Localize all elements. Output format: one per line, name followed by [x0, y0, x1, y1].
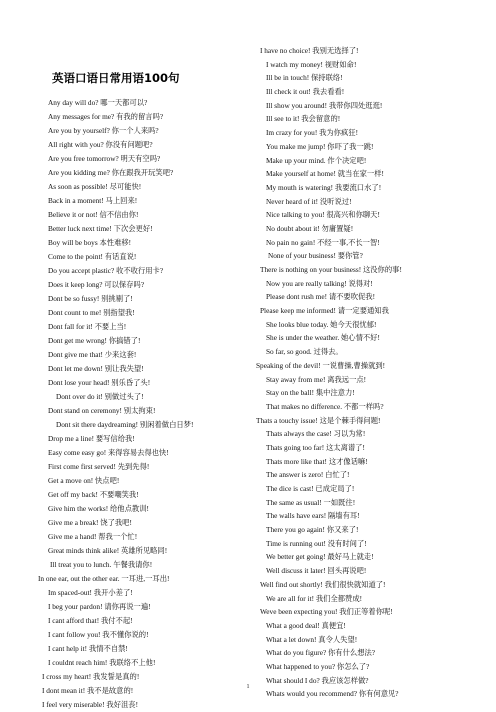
phrase-line: Give him the works! 给他点教训! — [48, 504, 149, 513]
right-column — [256, 44, 492, 701]
document-title: 英语口语日常用语100句 — [52, 71, 180, 85]
phrase-line: Please dont rush me! 请不要吹促我! — [266, 292, 376, 302]
phrase-line: Any messages for me? 有我的留言吗? — [48, 112, 164, 121]
phrase-line: Dont count to me! 别指望我! — [48, 308, 135, 317]
phrase-line: Get off my back! 不要嘲笑我! — [48, 490, 139, 499]
phrase-line: I watch my money! 视财如命! — [266, 59, 357, 69]
phrase-line: Any day will do? 哪一天都可以? — [48, 98, 148, 107]
phrase-line: Are you kidding me? 你在跟我开玩笑吧? — [48, 168, 174, 177]
phrase-line: I feel very miserable! 我好沮丧! — [42, 700, 139, 709]
phrase-line: She is under the weather. 她心情不好! — [266, 333, 380, 343]
phrase-line: None of your business! 要你管? — [268, 251, 363, 261]
phrase-line: We better get going! 最好马上就走! — [266, 552, 374, 562]
phrase-line: Dont get me wrong! 你搞错了! — [48, 336, 141, 345]
phrase-line: There is nothing on your business! 这没你的事! — [260, 265, 402, 274]
phrase-line: What should I do? 我应该怎样做? — [266, 675, 369, 685]
phrase-line: Ill be in touch! 保持联络! — [266, 73, 343, 83]
phrase-line: Does it keep long? 可以保存吗? — [48, 280, 145, 289]
phrase-line: Thats more like that! 这才像话嘛! — [266, 456, 368, 466]
phrase-line: Weve been expecting you! 我们正等着你呢! — [260, 607, 393, 617]
phrase-line: Now you are really talking! 说得对! — [266, 278, 373, 288]
phrase-line: Dont stand on ceremony! 别太拘束! — [48, 406, 156, 415]
phrase-line: Time is running out! 没有时间了! — [266, 538, 367, 548]
phrase-line: Dont over do it! 别做过头了! — [56, 392, 144, 401]
phrase-line: Well find out shortly! 我们很快就知道了! — [260, 579, 386, 589]
phrase-line: Thats a touchy issue! 这是个棘手得问题! — [256, 415, 381, 425]
phrase-line: I dont mean it! 我不是故意的! — [42, 686, 134, 695]
left-column — [38, 96, 248, 712]
phrase-line: There you go again! 你又来了! — [266, 525, 359, 535]
phrase-line: The dice is cast! 已成定局了! — [266, 484, 355, 493]
phrase-line: Im crazy for you! 我为你疯狂! — [266, 128, 358, 138]
phrase-line: In one ear, out the other ear. 一耳进,一耳出! — [38, 574, 170, 583]
phrase-line: First come first served! 先到先得! — [48, 462, 150, 471]
phrase-line: Get a move on! 快点吧! — [48, 476, 120, 485]
phrase-line: She looks blue today. 她今天很忧郁! — [266, 319, 377, 329]
phrase-line: I couldnt reach him! 我联络不上他! — [48, 658, 156, 667]
phrase-line: Whats would you recommend? 你有何意见? — [266, 689, 399, 699]
phrase-line: What a good deal! 真便宜! — [266, 620, 346, 630]
phrase-line: Give me a hand! 帮我一个忙! — [48, 532, 138, 541]
phrase-line: Better luck next time! 下次会更好! — [48, 224, 153, 233]
phrase-line: The same as usual! 一如既往! — [266, 497, 356, 507]
phrase-line: Easy come easy go! 来得容易去得也快! — [48, 448, 169, 457]
phrase-line: Thats always the case! 习以为常! — [266, 429, 366, 439]
phrase-line: Are you by yourself? 你一个人来吗? — [48, 126, 159, 135]
phrase-line: I cant follow you! 我不懂你说的! — [48, 630, 149, 639]
phrase-line: So far, so good. 过得去。 — [266, 347, 343, 357]
phrase-line: I cant help it! 我情不自禁! — [48, 644, 128, 653]
phrase-line: Thats going too far! 这太离谱了! — [266, 442, 365, 452]
phrase-line: What happened to you? 你怎么了? — [266, 661, 370, 671]
phrase-line: I cross my heart! 我发誓是真的! — [42, 672, 140, 681]
phrase-line: That makes no difference. 不都一样吗? — [266, 401, 384, 411]
phrase-line: Boy will be boys 本性难移! — [48, 238, 132, 247]
phrase-line: I have no choice! 我别无选择了! — [260, 46, 359, 55]
phrase-line: Great minds think alike! 英雄所见略同! — [48, 546, 168, 555]
phrase-line: Please keep me informed! 请一定要通知我 — [260, 306, 389, 316]
phrase-line: Stay on the ball! 集中注意力! — [266, 388, 355, 398]
phrase-line: Speaking of the devil! 一说曹操,曹操就到! — [256, 360, 386, 370]
phrase-line: Ill show you around! 我带你四处逛逛! — [266, 100, 383, 110]
phrase-line: My mouth is watering! 我要流口水了! — [266, 182, 382, 192]
phrase-line: Nice talking to you! 很高兴和你聊天! — [266, 210, 380, 220]
phrase-line: Dont fall for it! 不要上当! — [48, 322, 127, 331]
phrase-line: Ill treat you to lunch. 午餐我请你! — [50, 560, 153, 569]
phrase-line: Dont sit there daydreaming! 别闲着做白日梦! — [56, 420, 194, 429]
phrase-line: Dont let me down! 别让我失望! — [48, 364, 144, 373]
phrase-line: Dont be so fussy! 别挑剔了! — [48, 294, 133, 303]
phrase-line: The walls have ears! 隔墙有耳! — [266, 511, 360, 521]
phrase-line: As soon as possible! 尽可能快! — [48, 182, 142, 191]
phrase-line: Back in a moment! 马上回来! — [48, 196, 138, 205]
phrase-line: I beg your pardon! 请你再说一遍! — [48, 602, 151, 611]
phrase-line: Believe it or not! 信不信由你! — [48, 210, 139, 219]
phrase-line: Im spaced-out! 我开小差了! — [48, 588, 133, 597]
phrase-line: Make up your mind. 作个决定吧! — [266, 155, 367, 165]
phrase-line: What a let down! 真令人失望! — [266, 634, 358, 644]
phrase-line: Dont lose your head! 别乐昏了头! — [48, 378, 151, 387]
phrase-line: Make yourself at home! 就当在家一样! — [266, 169, 384, 179]
phrase-line: All right with you? 你没有问题吧? — [48, 140, 153, 149]
phrase-line: Do you accept plastic? 收不收行用卡? — [48, 266, 164, 275]
page-number: 1 — [246, 684, 250, 690]
phrase-line: No doubt about it! 勿庸置疑! — [266, 223, 354, 233]
phrase-line: No pain no gain! 不经一事,不长一智! — [266, 237, 380, 247]
phrase-line: We are all for it! 我们全都赞成! — [266, 593, 363, 603]
phrase-line: Give me a break! 饶了我吧! — [48, 518, 132, 527]
phrase-line: Ill see to it! 我会留意的! — [266, 114, 341, 124]
phrase-line: What do you figure? 你有什么想法? — [266, 648, 376, 658]
phrase-line: Ill check it out! 我去看看! — [266, 87, 345, 97]
phrase-line: Are you free tomorrow? 明天有空吗? — [48, 154, 161, 163]
phrase-line: Never heard of it! 没听说过! — [266, 196, 352, 206]
phrase-line: I cant afford that! 我付不起! — [48, 616, 133, 625]
phrase-line: Come to the point! 有话直说! — [48, 252, 137, 261]
phrase-line: You make me jump! 你吓了我一跳! — [266, 141, 374, 151]
phrase-line: Stay away from me! 离我远一点! — [266, 374, 367, 384]
phrase-line: Dont give me that! 少来这套! — [48, 350, 137, 359]
phrase-line: The answer is zero! 白忙了! — [266, 470, 350, 480]
phrase-line: Drop me a line! 要写信给我! — [48, 434, 135, 443]
phrase-line: Well discuss it later! 回头再说吧! — [266, 566, 367, 576]
